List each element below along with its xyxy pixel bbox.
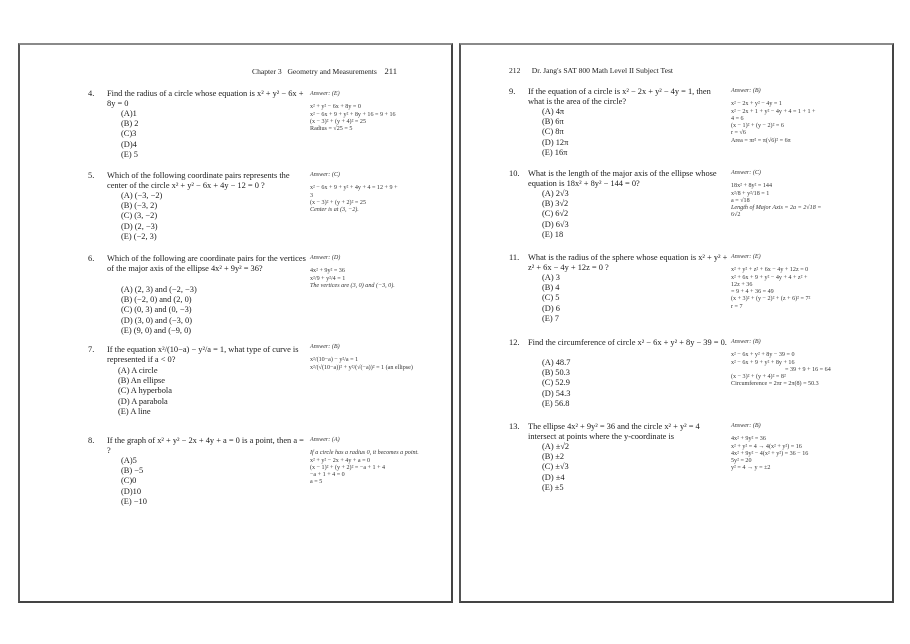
work-line: (x − 3)² + (y + 2)² = 25 <box>310 199 366 206</box>
question-stem: The ellipse 4x² + 9y² = 36 and the circle x² + y² = 4 intersect at points where the y-coordinate is <box>528 422 700 442</box>
choice-c: (C) 5 <box>542 293 560 303</box>
answer-explanation-12 <box>731 339 871 389</box>
work-line: x²/(10−a) − y²/a = 1 <box>310 357 359 364</box>
answer-label: Answer: (A) <box>310 437 340 443</box>
choice-e: (E) 16π <box>542 147 568 157</box>
work-line: 4x² + 9y² = 36 <box>310 268 345 275</box>
choice-b: (B) 6π <box>542 117 564 127</box>
work-line: x²/(√(10−a))² + y²/(√(−a))² = 1 (an ellipse) <box>310 364 413 371</box>
question-number: 7. <box>88 345 95 354</box>
choice-b: (B) 2 <box>121 119 139 129</box>
right-page <box>459 43 894 603</box>
answer-explanation-10 <box>731 170 871 220</box>
answer-label: Answer: (C) <box>731 170 761 176</box>
choice-a: (A) 2√3 <box>542 189 569 198</box>
work-line: a = √18 <box>731 197 750 204</box>
choice-b: (B) (−2, 0) and (2, 0) <box>121 295 192 305</box>
choice-a: (A) (2, 3) and (−2, −3) <box>121 285 197 294</box>
answer-choices <box>542 358 570 409</box>
choice-c: (C)0 <box>121 476 137 486</box>
page-number: 212 <box>509 66 521 75</box>
page-header <box>509 66 673 75</box>
work-line: Center is at (3, −2). <box>310 207 359 214</box>
header-title: Dr. Jang's SAT 800 Math Level II Subject Test <box>531 66 674 75</box>
answer-explanation-6 <box>310 255 450 290</box>
work-line: (x − 3)² + (y + 4)² = 25 <box>310 118 366 125</box>
choice-d: (D) 6 <box>542 303 560 313</box>
question-number: 5. <box>88 171 95 180</box>
work-line: Circumference = 2πr = 2π(8) = 50.3 <box>731 381 819 388</box>
choice-d: (D)4 <box>121 139 137 149</box>
answer-label: Answer: (B) <box>310 344 340 350</box>
left-page <box>18 43 453 603</box>
answer-choices <box>542 107 568 158</box>
question-stem: If the equation of a circle is x² − 2x + y² − 4y = 1, then what is the area of the circle? <box>528 87 711 107</box>
page-header <box>252 66 397 76</box>
work-line: x² + y² − 2x + 4y + a = 0 <box>310 457 371 464</box>
choice-c: (C) ±√3 <box>542 462 569 472</box>
work-line: 4x² + 9y² − 4(x² + y²) = 36 − 16 <box>731 450 809 457</box>
work-line: (x − 3)² + (y + 4)² = 8² <box>731 374 786 381</box>
choice-c: (C) 8π <box>542 127 564 137</box>
choice-b: (B) 3√2 <box>542 199 569 209</box>
answer-choices <box>121 285 197 336</box>
question-stem: Find the radius of a circle whose equation is x² + y² − 6x + 8y = 0 <box>107 89 304 109</box>
question-number: 13. <box>509 422 520 431</box>
work-line: 4x² + 9y² = 36 <box>731 436 766 443</box>
work-line: −a + 1 + 4 = 0 <box>310 472 345 479</box>
choice-e: (E) ±5 <box>542 482 564 492</box>
work-line: y² = 4 → y = ±2 <box>731 465 771 472</box>
choice-b: (B) −5 <box>121 466 144 476</box>
answer-explanation-5 <box>310 172 450 214</box>
work-line: x² + y² − 6x + 8y = 0 <box>310 104 361 111</box>
choice-d: (D) ±4 <box>542 472 565 482</box>
choice-c: (C) 52.9 <box>542 378 570 388</box>
question-stem: If the equation x²/(10−a) − y²/a = 1, what type of curve is represented if a < 0? <box>107 345 299 365</box>
answer-explanation-11 <box>731 254 871 311</box>
choice-d: (D) 54.3 <box>542 388 571 398</box>
question-number: 8. <box>88 436 95 445</box>
question-stem: Find the circumference of circle x² − 6x + y² + 8y − 39 = 0. <box>528 338 727 347</box>
work-line: x²/8 + y²/18 = 1 <box>731 190 770 197</box>
answer-explanation-8 <box>310 437 450 487</box>
work-line: If a circle has a radius 0, it becomes a point. <box>310 450 419 457</box>
answer-label: Answer: (D) <box>310 255 341 261</box>
answer-label: Answer: (E) <box>731 254 761 260</box>
work-line: The vertices are (3, 0) and (−3, 0). <box>310 282 395 289</box>
question-number: 10. <box>509 169 520 178</box>
choice-e: (E) −10 <box>121 496 147 506</box>
work-line: 12z + 36 <box>731 281 753 288</box>
choice-b: (B) (−3, 2) <box>121 201 158 211</box>
answer-explanation-7 <box>310 344 450 372</box>
work-line: 6√2 <box>731 212 741 219</box>
work-line: Length of Major Axis = 2a = 2√18 = <box>731 205 822 212</box>
choice-a: (A) A circle <box>118 366 158 375</box>
work-line: r = √6 <box>731 130 746 137</box>
work-line: Radius = √25 = 5 <box>310 126 353 133</box>
answer-label: Answer: (B) <box>731 88 761 94</box>
question-stem: What is the length of the major axis of the ellipse whose equation is 18x² + 8y² − 144 = 0? <box>528 169 717 189</box>
answer-explanation-13 <box>731 423 871 473</box>
choice-a: (A) (−3, −2) <box>121 191 163 200</box>
work-line: x² + y² = 4 → 4(x² + y²) = 16 <box>731 443 802 450</box>
work-line: x²/9 + y²/4 = 1 <box>310 275 346 282</box>
question-stem: Which of the following coordinate pairs represents the center of the circle x² + y² − 6x + 4y − 12 = 0 ? <box>107 171 290 191</box>
choice-d: (D) (3, 0) and (−3, 0) <box>121 315 193 325</box>
choice-d: (D) (2, −3) <box>121 221 158 231</box>
question-stem: If the graph of x² + y² − 2x + 4y + a = 0 is a point, then a = ? <box>107 436 304 456</box>
choice-a: (A) 48.7 <box>542 358 571 367</box>
answer-choices <box>121 109 138 160</box>
work-line: x² + 6x + 9 + y² − 4y + 4 + z² + <box>731 274 808 281</box>
choice-b: (B) 4 <box>542 283 560 293</box>
choice-e: (E) 5 <box>121 149 138 159</box>
choice-a: (A) 3 <box>542 273 560 282</box>
page-number: 211 <box>384 66 398 76</box>
answer-choices <box>121 456 147 507</box>
work-line: 5y² = 20 <box>731 458 752 465</box>
question-stem: Which of the following are coordinate pairs for the vertices of the major axis of the ellipse 4x² + 9y² = 36? <box>107 254 306 274</box>
work-line: x² − 6x + 9 + y² + 8y + 16 <box>731 359 795 366</box>
choice-b: (B) 50.3 <box>542 368 570 378</box>
work-line: 4 = 6 <box>731 115 744 122</box>
choice-a: (A)5 <box>121 456 137 465</box>
choice-c: (C) (3, −2) <box>121 211 158 221</box>
work-line: x² − 2x + y² − 4y = 1 <box>731 101 782 108</box>
question-number: 9. <box>509 87 516 96</box>
answer-choices <box>542 442 569 493</box>
question-number: 12. <box>509 338 520 347</box>
work-line: x² − 6x + 9 + y² + 4y + 4 = 12 + 9 + <box>310 185 398 192</box>
answer-choices <box>542 273 560 324</box>
question-number: 4. <box>88 89 95 98</box>
choice-c: (C) (0, 3) and (0, −3) <box>121 305 192 315</box>
work-line: (x − 1)² + (y − 2)² = 6 <box>731 123 784 130</box>
choice-e: (E) 7 <box>542 313 559 323</box>
choice-c: (C) 6√2 <box>542 209 569 219</box>
work-line: = 39 + 9 + 16 = 64 <box>785 366 831 373</box>
choice-b: (B) ±2 <box>542 452 565 462</box>
choice-e: (E) 56.8 <box>542 398 570 408</box>
answer-label: Answer: (E) <box>310 91 340 97</box>
choice-d: (D) 12π <box>542 137 569 147</box>
choice-e: (E) (9, 0) and (−9, 0) <box>121 325 192 335</box>
work-line: x² − 6x + 9 + y² + 8y + 16 = 9 + 16 <box>310 111 396 118</box>
work-line: x² − 2x + 1 + y² − 4y + 4 = 1 + 1 + <box>731 108 816 115</box>
answer-label: Answer: (B) <box>731 339 761 345</box>
work-line: x² + y² + z² + 6x − 4y + 12z = 0 <box>731 267 809 274</box>
question-number: 11. <box>509 253 520 262</box>
choice-c: (C) A hyperbola <box>118 386 172 396</box>
work-line: a = 5 <box>310 479 323 486</box>
choice-a: (A) ±√2 <box>542 442 570 451</box>
work-line: 18x² + 8y² = 144 <box>731 183 772 190</box>
choice-e: (E) (−2, 3) <box>121 231 157 241</box>
question-number: 6. <box>88 254 95 263</box>
question-stem: What is the radius of the sphere whose equation is x² + y² + z² + 6x − 4y + 12z = 0 ? <box>528 253 728 273</box>
work-line: (x − 1)² + (y + 2)² = −a + 1 + 4 <box>310 464 386 471</box>
choice-c: (C)3 <box>121 129 137 139</box>
work-line: x² − 6x + y² + 8y − 39 = 0 <box>731 352 795 359</box>
answer-label: Answer: (C) <box>310 172 340 178</box>
choice-d: (D) 6√3 <box>542 219 569 229</box>
work-line: r = 7 <box>731 303 743 310</box>
choice-e: (E) 18 <box>542 229 564 239</box>
work-line: Area = πr² = π(√6)² = 6π <box>731 137 791 144</box>
choice-d: (D)10 <box>121 486 142 496</box>
answer-choices <box>542 189 569 240</box>
choice-a: (A)1 <box>121 109 137 118</box>
work-line: 3 <box>310 192 314 199</box>
header-title: Geometry and Measurements <box>287 67 377 76</box>
answer-explanation-9 <box>731 88 871 145</box>
choice-e: (E) A line <box>118 406 151 416</box>
header-chapter: Chapter 3 <box>252 67 282 76</box>
answer-choices <box>118 366 172 417</box>
choice-b: (B) An ellipse <box>118 376 165 386</box>
answer-choices <box>121 191 162 242</box>
choice-d: (D) A parabola <box>118 396 168 406</box>
work-line: (x + 3)² + (y − 2)² + (z + 6)² = 7² <box>731 296 811 303</box>
answer-label: Answer: (B) <box>731 423 761 429</box>
work-line: = 9 + 4 + 36 = 49 <box>731 289 774 296</box>
answer-explanation-4 <box>310 91 450 133</box>
choice-a: (A) 4π <box>542 107 565 116</box>
